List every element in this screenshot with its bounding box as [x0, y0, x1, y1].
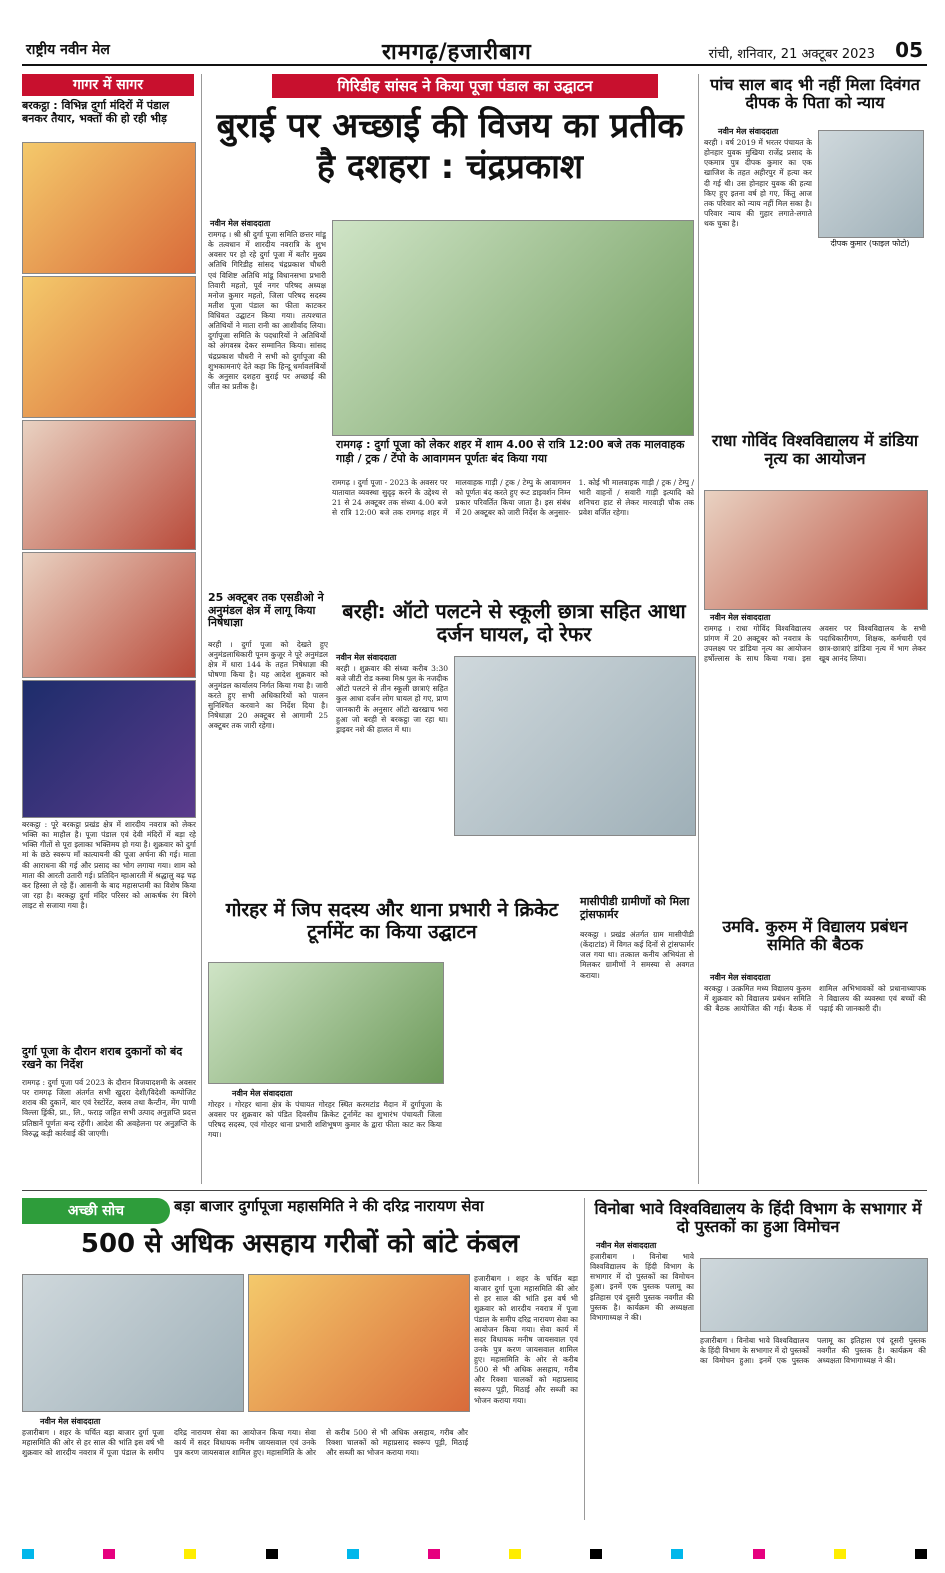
traffic-body: रामगढ़ । दुर्गा पूजा - 2023 के अवसर पर यातायात व्यवस्था सुदृढ़ करने के उद्देश्य से 21 से 24 अक्टूबर तक संध्या 4.00 बजे से रात्रि 12:00 बजे तक रामगढ़ शहर में मालवाहक गाड़ी / ट्रक / टेम्पु के आवागमन को पूर्णतः बंद करते हुए रूट डाइवर्शन निम्न प्रकार परिवर्तित किया जाता है। इस संबंध में 20 अक्टूबर को जारी निर्देश के अनुसार- 1. कोई भी मालवाहक गाड़ी / ट्रक / टेम्पु / भारी वाहनों / सवारी गाड़ी इत्यादि को शनिचरा हाट से लेकर मारवाड़ी चौक तक प्रवेश वर्जित रहेगा। — [332, 478, 694, 518]
liquor-body: रामगढ़ : दुर्गा पूजा पर्व 2023 के दौरान विजयादशमी के अवसर पर रामगढ़ जिला अंतर्गत सभी खुदरा देशी/विदेशी कम्पोजिट शराब की दुकानें, बार एवं रेस्टोरेंट, क्लब तथा कैन्टीन, मेंग पाणी विल्ला ड्रिंकी, प्रा., लि., फराड़ जहित सभी उत्पाद अनुज्ञप्ति प्रदत्त प्रतिष्ठानें पूर्णतः बन्द रहेंगी। आदेश की अवहेलना पर अनुज्ञप्ति के विरुद्ध कड़ी कार्रवाई की जाएगी। — [22, 1078, 196, 1138]
center-headline: बुराई पर अच्छाई की विजय का प्रतीक है दशहरा : चंद्रप्रकाश — [216, 106, 684, 187]
school-meeting-byline: नवीन मेल संवाददाता — [710, 973, 771, 982]
liquor-headline: दुर्गा पूजा के दौरान शराब दुकानों को बंद रखने का निर्देश — [22, 1045, 183, 1071]
color-registration-strip — [22, 1549, 927, 1559]
prohibition-body: बरही । दुर्गा पूजा को देखते हुए अनुमंडलाधिकारी पूनम कुजूर ने पूरे अनुमंडल क्षेत्र में धारा 144 के तहत निषेधाज्ञा की घोषणा किया है। यह आदेश शुक्रवार को अनुमंडल कार्यालय निर्गत किया गया है। जारी करते हुए सभी अधिकारियों को पालन सुनिश्चित करवाने का निर्देश दिया है। निषेधाज्ञा 20 अक्टूबर से आगामी 25 अक्टूबर तक जारी रहेगा। — [208, 640, 328, 730]
dandiya-byline: नवीन मेल संवाददाता — [710, 613, 771, 622]
blanket-photo-2 — [248, 1274, 470, 1412]
book-launch-byline: नवीन मेल संवाददाता — [596, 1241, 657, 1250]
masthead — [22, 34, 927, 66]
good-thinking-tag: अच्छी सोच — [22, 1198, 170, 1224]
blanket-body: हजारीबाग । शहर के चर्चित बड़ा बाजार दुर्गा पूजा महासमिति की ओर से हर साल की भांति इस वर्ष भी शुक्रवार को शारदीय नवरात्र में पूजा पंडाल के समीप दरिद्र नारायण सेवा का आयोजन किया गया। सेवा कार्य में सदर विधायक मनीष जायसवाल एवं उनके पुत्र करण जायसवाल शामिल हुए। महासमिति के ओर से करीब 500 से भी अधिक असहाय, गरीब और रिक्शा चालकों को महाप्रसाद स्वरूप पूड़ी, मिठाई और सब्जी का भोजन कराया गया। — [22, 1428, 468, 1458]
left-lead-body: बरकट्ठा : पूरे बरकट्ठा प्रखंड क्षेत्र में शारदीय नवरात्र को लेकर भक्ति का माहौल है। पूजा पंडाल एवं देवी मंदिरों में बड़ा रहे भक्ति गीतों से पूरा इलाका भक्तिमय हो गया है। शुक्रवार को दुर्गा मां के छठे स्वरूप माँ कात्यायनी की पूजा अर्चना की गई। माता की आराधना की गई और प्रसाद का भोग लगाया गया। शाम को माता की आरती उतारी गई। प्रतिदिन म्हाआरती में श्रद्धालु बढ़ चढ़ कर हिस्सा ले रहे हैं। आसनी के बाद महासप्तमी का विशेष किया जा रहा है। बरकट्ठा दुर्गा मंदिर परिसर को आकर्षक रंग बिरंगे लाइट से सजाया गया है। — [22, 820, 196, 910]
bottom-rule — [22, 1190, 927, 1191]
pandal-photo-2 — [22, 276, 196, 418]
pandal-photo-3 — [22, 420, 196, 550]
dandiya-photo — [704, 490, 928, 610]
left-lead-headline: बरकट्ठा : विभिन्न दुर्गा मंदिरों में पंडाल बनकर तैयार, भक्तों की हो रही भीड़ — [22, 99, 170, 125]
school-meeting-body: बरकट्ठा । उत्क्रमित मध्य विद्यालय कुरुम में शुक्रवार को विद्यालय प्रबंधन समिति की बैठक आयोजित की गई। बैठक में शामिल अभिभावकों को प्रधानाध्यापक ने विद्यालय की व्यवस्था एवं बच्चों की पढ़ाई की जानकारी दी। — [704, 984, 926, 1014]
accident-headline: बरही: ऑटो पलटने से स्कूली छात्रा सहित आधा दर्जन घायल, दो रेफर — [342, 599, 686, 646]
deepak-headline: पांच साल बाद भी नहीं मिला दिवंगत दीपक के पिता को न्याय — [710, 75, 920, 113]
bottom-column-rule — [584, 1198, 585, 1520]
book-launch-headline: विनोबा भावे विश्वविद्यालय के हिंदी विभाग के सभागार में दो पुस्तकों का हुआ विमोचन — [594, 1199, 922, 1237]
hospital-photo — [454, 656, 696, 836]
column-rule-left — [201, 74, 202, 1184]
accident-body: बरही । शुक्रवार की संध्या करीब 3:30 बजे जीटी रोड कस्बा मिश्र पुल के नजदीक ऑटो पलटने से तीन स्कूली छात्राएं सहित कुल आधा दर्जन लोग घायल हो गए, प्राण जानकारी के अनुसार ऑटो खरखाच भरा हुआ जो बरही से बरकट्ठा जा रहा था। ड्राइवर नशे की हालत में था। — [336, 664, 448, 734]
center-body: रामगढ़ । श्री श्री दुर्गा पूजा समिति छत्तर मांडू के तत्वधान में शारदीय नवरात्रि के शुभ अवसर पर हो रहे दुर्गा पूजा में बतौर मुख्य अतिथि गिरिडीह सांसद चंद्रप्रकाश चौधरी एवं विशिष्ट अतिथि मांडू विधानसभा प्रभारी तिवारी महतो, पूर्व नगर परिषद अध्यक्ष मनोज कुमार महतो, जिला परिषद सदस्य मतीश पूजा पंडाल का फीता काटकर विधिवत उद्घाटन किया गया। तत्पश्चात अतिथियों ने माता रानी का आशीर्वाद लिया। दुर्गापूजा समिति के पदधारियों ने अतिथियों को अंगवस्त्र देकर सम्मानित किया। सांसद चंद्रप्रकाश चौधरी ने सभी को दुर्गापूजा की शुभकामनाएं देते कहा कि हिन्दू धर्मावलंबियों के अनुसार दशहरा बुराई पर अच्छाई की जीत का प्रतीक है। — [208, 230, 326, 391]
paper-logo: राष्ट्रीय नवीन मेल — [26, 42, 110, 58]
dandiya-headline: राधा गोविंद विश्वविद्यालय में डांडिया नृत्य का आयोजन — [711, 431, 919, 469]
book-launch-body-cont: हजारीबाग । विनोबा भावे विश्वविद्यालय के हिंदी विभाग के सभागार में दो पुस्तकों का विमोचन हुआ। इनमें एक पुस्तक पलामू का इतिहास एवं दूसरी पुस्तक नवगीत की पुस्तक है। कार्यक्रम की अध्यक्षता विभागाध्यक्ष ने की। — [700, 1336, 926, 1366]
blanket-kicker: बड़ा बाजार दुर्गापूजा महासमिति ने की दरिद्र नारायण सेवा — [174, 1197, 484, 1215]
blanket-body-cont: हजारीबाग । शहर के चर्चित बड़ा बाजार दुर्गा पूजा महासमिति की ओर से हर साल की भांति इस वर्ष भी शुक्रवार को शारदीय नवरात्र में पूजा पंडाल के समीप दरिद्र नारायण सेवा का आयोजन किया गया। सेवा कार्य में सदर विधायक मनीष जायसवाल एवं उनके पुत्र करण जायसवाल शामिल हुए। महासमिति के ओर से करीब 500 से भी अधिक असहाय, गरीब और रिक्शा चालकों को महाप्रसाद स्वरूप पूड़ी, मिठाई और सब्जी का भोजन कराया गया। — [474, 1274, 578, 1405]
transformer-body: बरकट्ठा । प्रखंड अंतर्गत ग्राम मासीपीडी (केंदाटांड) में विगत कई दिनों से ट्रांसफार्मर जल गया था। तत्काल कनीय अभियंता से मिलकर ग्रामीणों ने समस्या से अवगत कराया। — [580, 930, 694, 980]
inauguration-photo — [332, 220, 694, 436]
page-number: 05 — [895, 38, 923, 62]
deepak-byline: नवीन मेल संवाददाता — [718, 127, 779, 136]
transformer-headline: मासीपीडी ग्रामीणों को मिला ट्रांसफार्मर — [580, 895, 690, 921]
section-name: रामगढ़/हजारीबाग — [382, 40, 532, 65]
blanket-byline: नवीन मेल संवाददाता — [40, 1417, 101, 1426]
accident-byline: नवीन मेल संवाददाता — [336, 653, 397, 662]
center-kicker: गिरिडीह सांसद ने किया पूजा पंडाल का उद्घाटन — [272, 74, 658, 98]
pandal-photo-4 — [22, 552, 196, 678]
blanket-photo-1 — [22, 1274, 244, 1412]
blanket-headline: 500 से अधिक असहाय गरीबों को बांटे कंबल — [80, 1229, 520, 1259]
prohibition-headline: 25 अक्टूबर तक एसडीओ ने अनुमंडल क्षेत्र में लागू किया निषेधाज्ञा — [208, 591, 324, 630]
cricket-headline: गोरहर में जिप सदस्य और थाना प्रभारी ने क्रिकेट टूर्नामेंट का किया उद्घाटन — [225, 899, 559, 943]
center-byline: नवीन मेल संवाददाता — [210, 219, 271, 228]
traffic-caption: रामगढ़ : दुर्गा पूजा को लेकर शहर में शाम 4.00 से रात्रि 12:00 बजे तक मालवाहक गाड़ी / ट्रक / टेंपो के आवागमन पूर्णतः बंद किया गया — [336, 438, 685, 466]
column-rule-right — [698, 74, 699, 1184]
book-launch-photo — [700, 1258, 928, 1332]
school-meeting-headline: उमवि. कुरुम में विद्यालय प्रबंधन समिति की बैठक — [722, 917, 908, 955]
book-launch-body: हजारीबाग । विनोबा भावे विश्वविद्यालय के हिंदी विभाग के सभागार में दो पुस्तकों का विमोचन हुआ। इनमें एक पुस्तक पलामू का इतिहास एवं दूसरी पुस्तक नवगीत की पुस्तक है। कार्यक्रम की अध्यक्षता विभागाध्यक्ष ने की। — [590, 1252, 694, 1322]
deepak-photo — [818, 130, 924, 238]
cricket-byline: नवीन मेल संवाददाता — [232, 1089, 293, 1098]
dateline: रांची, शनिवार, 21 अक्टूबर 2023 — [708, 47, 875, 62]
cricket-photo — [208, 962, 444, 1084]
dandiya-body: रामगढ़ । राधा गोविंद विश्वविद्यालय प्रांगण में 20 अक्टूबर को नवरात्र के उपलक्ष्य पर डांडिया नृत्य का आयोजन हर्षोल्लास के साथ किया गया। इस अवसर पर विश्वविद्यालय के सभी पदाधिकारीगण, शिक्षक, कर्मचारी एवं छात्र-छात्राएं डांडिया नृत्य में भाग लेकर खूब आनंद लिया। — [704, 624, 926, 664]
deepak-body: बरही । वर्ष 2019 में भरतर पंचायत के होनहार युवक मुखिया राजेंद्र प्रसाद के एकमात्र पुत्र दीपक कुमार का एक खाजिश के तहत अहीरपुर में हत्या कर दी गई थी। उस होनहार युवक की हत्या किए हुए इतना वर्ष हो गए, किंतु आज तक परिवार को न्याय नहीं मिल सका है। परिवार न्याय की गुहार लगाते-लगाते थक चुका है। — [704, 138, 812, 228]
pandal-photo-1 — [22, 142, 196, 274]
gagar-tag: गागर में सागर — [22, 74, 194, 96]
cricket-body: गोरहर । गोरहर थाना क्षेत्र के पंचायत गोरहर स्थित करमटांड मैदान में दुर्गापूजा के अवसर पर शुक्रवार को पंडित दिवसीय क्रिकेट टूर्नामेंट का शुभारंभ पंचायती जिला परिषद सदस्य, एवं गोरहर थाना प्रभारी शशिभूषण कुमार के द्वारा फीता काट कर किया गया। — [208, 1100, 442, 1140]
pandal-photo-5 — [22, 680, 196, 818]
deepak-photo-caption: दीपक कुमार (फाइल फोटो) — [830, 239, 910, 248]
